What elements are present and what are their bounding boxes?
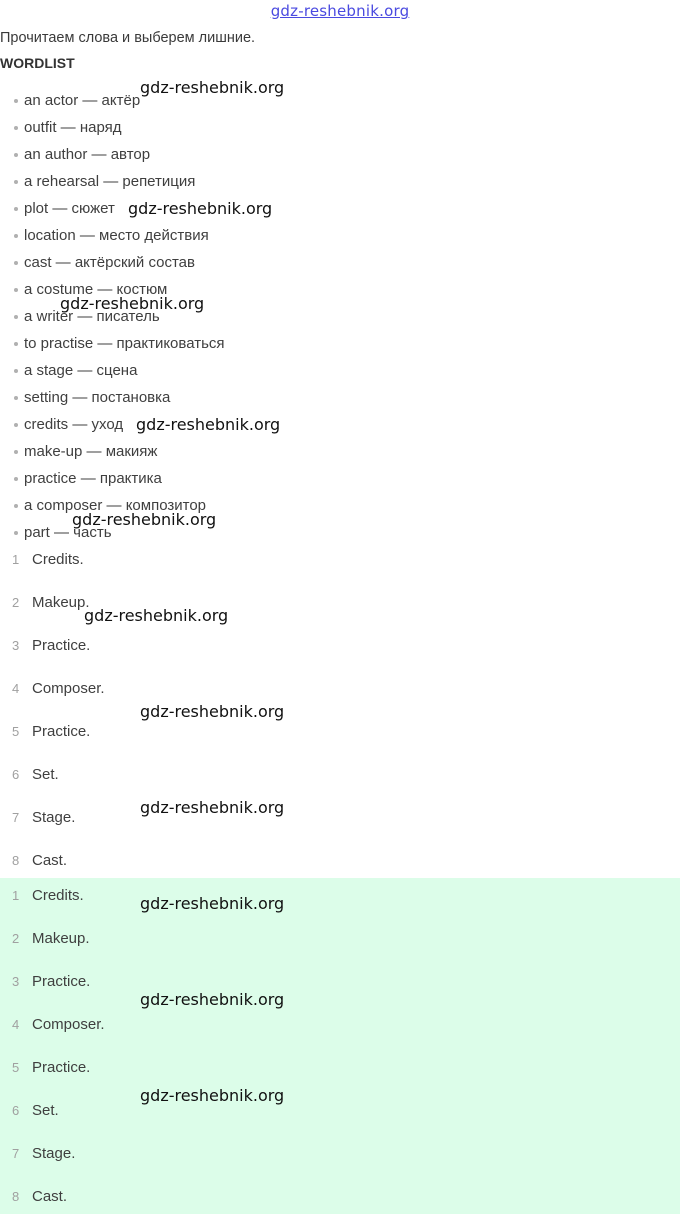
answer-number: 4 bbox=[12, 1017, 20, 1032]
watermark: gdz-reshebnik.org bbox=[136, 415, 281, 434]
bullet-icon bbox=[14, 450, 18, 454]
answer-number: 5 bbox=[12, 1060, 20, 1075]
answer-number: 4 bbox=[12, 681, 20, 696]
answer-text: Stage. bbox=[32, 1145, 76, 1162]
list-item: credits — уход bbox=[0, 411, 225, 438]
answer-number: 7 bbox=[12, 1146, 20, 1161]
answer-item bbox=[0, 1140, 680, 1183]
watermark: gdz-reshebnik.org bbox=[140, 1086, 285, 1105]
answer-item bbox=[0, 1054, 680, 1097]
answer-text: Makeup. bbox=[32, 594, 90, 611]
answer-item bbox=[0, 1011, 680, 1054]
answer-item bbox=[0, 968, 680, 1011]
list-item: location — место действия bbox=[0, 222, 225, 249]
bullet-icon bbox=[14, 288, 18, 292]
answer-number: 7 bbox=[12, 810, 20, 825]
bullet-icon bbox=[14, 369, 18, 373]
answer-number: 8 bbox=[12, 853, 20, 868]
answer-text: Set. bbox=[32, 766, 59, 783]
bullet-icon bbox=[14, 531, 18, 535]
bullet-icon bbox=[14, 315, 18, 319]
answer-item bbox=[0, 675, 680, 718]
bullet-icon bbox=[14, 477, 18, 481]
wordlist bbox=[0, 87, 225, 546]
answer-item bbox=[0, 882, 680, 925]
answers-highlighted-panel bbox=[0, 878, 680, 1214]
answer-item bbox=[0, 632, 680, 675]
bullet-icon bbox=[14, 423, 18, 427]
watermark: gdz-reshebnik.org bbox=[140, 798, 285, 817]
answer-item bbox=[0, 804, 680, 847]
watermark: gdz-reshebnik.org bbox=[140, 894, 285, 913]
answer-text: Set. bbox=[32, 1102, 59, 1119]
bullet-icon bbox=[14, 342, 18, 346]
answer-item bbox=[0, 718, 680, 761]
bullet-icon bbox=[14, 504, 18, 508]
watermark: gdz-reshebnik.org bbox=[72, 510, 217, 529]
answers-highlighted-list bbox=[0, 882, 680, 1226]
answer-number: 2 bbox=[12, 595, 20, 610]
list-item: part — часть bbox=[0, 519, 225, 546]
answer-number: 2 bbox=[12, 931, 20, 946]
answers-list bbox=[0, 546, 680, 890]
answer-text: Practice. bbox=[32, 1059, 91, 1076]
answer-text: Practice. bbox=[32, 973, 91, 990]
list-item: an author — автор bbox=[0, 141, 225, 168]
answer-number: 8 bbox=[12, 1189, 20, 1204]
answer-text: Composer. bbox=[32, 1016, 105, 1033]
bullet-icon bbox=[14, 207, 18, 211]
answer-item bbox=[0, 925, 680, 968]
intro-text: Прочитаем слова и выберем лишние. bbox=[0, 30, 256, 46]
list-item: an actor — актёр bbox=[0, 87, 225, 114]
answer-text: Practice. bbox=[32, 723, 91, 740]
list-item: setting — постановка bbox=[0, 384, 225, 411]
answer-text: Stage. bbox=[32, 809, 76, 826]
list-item: a stage — сцена bbox=[0, 357, 225, 384]
list-item: a composer — композитор bbox=[0, 492, 225, 519]
watermark: gdz-reshebnik.org bbox=[128, 199, 273, 218]
watermark: gdz-reshebnik.org bbox=[84, 606, 229, 625]
answer-text: Cast. bbox=[32, 1188, 68, 1205]
list-item: cast — актёрский состав bbox=[0, 249, 225, 276]
list-item: a costume — костюм bbox=[0, 276, 225, 303]
answer-text: Credits. bbox=[32, 887, 84, 904]
answer-item bbox=[0, 1097, 680, 1140]
header-watermark-link[interactable]: gdz-reshebnik.org bbox=[270, 2, 410, 20]
answer-text: Cast. bbox=[32, 852, 68, 869]
bullet-icon bbox=[14, 180, 18, 184]
wordlist-title: WORDLIST bbox=[0, 55, 75, 71]
answer-number: 1 bbox=[12, 552, 20, 567]
answer-text: Practice. bbox=[32, 637, 91, 654]
answer-item bbox=[0, 546, 680, 589]
list-item: make-up — макияж bbox=[0, 438, 225, 465]
list-item: practice — практика bbox=[0, 465, 225, 492]
bullet-icon bbox=[14, 261, 18, 265]
answer-item bbox=[0, 1183, 680, 1226]
watermark: gdz-reshebnik.org bbox=[60, 294, 205, 313]
bullet-icon bbox=[14, 126, 18, 130]
answer-text: Makeup. bbox=[32, 930, 90, 947]
list-item: a writer — писатель bbox=[0, 303, 225, 330]
list-item: plot — сюжет bbox=[0, 195, 225, 222]
watermark: gdz-reshebnik.org bbox=[140, 702, 285, 721]
bullet-icon bbox=[14, 396, 18, 400]
bullet-icon bbox=[14, 153, 18, 157]
list-item: a rehearsal — репетиция bbox=[0, 168, 225, 195]
answer-number: 1 bbox=[12, 888, 20, 903]
list-item: outfit — наряд bbox=[0, 114, 225, 141]
answer-text: Composer. bbox=[32, 680, 105, 697]
answer-number: 5 bbox=[12, 724, 20, 739]
list-item: to practise — практиковаться bbox=[0, 330, 225, 357]
answer-item bbox=[0, 761, 680, 804]
answer-number: 6 bbox=[12, 767, 20, 782]
bullet-icon bbox=[14, 99, 18, 103]
bullet-icon bbox=[14, 234, 18, 238]
answer-number: 3 bbox=[12, 638, 20, 653]
watermark: gdz-reshebnik.org bbox=[140, 78, 285, 97]
watermark: gdz-reshebnik.org bbox=[140, 990, 285, 1009]
answer-number: 3 bbox=[12, 974, 20, 989]
answer-text: Credits. bbox=[32, 551, 84, 568]
answer-number: 6 bbox=[12, 1103, 20, 1118]
